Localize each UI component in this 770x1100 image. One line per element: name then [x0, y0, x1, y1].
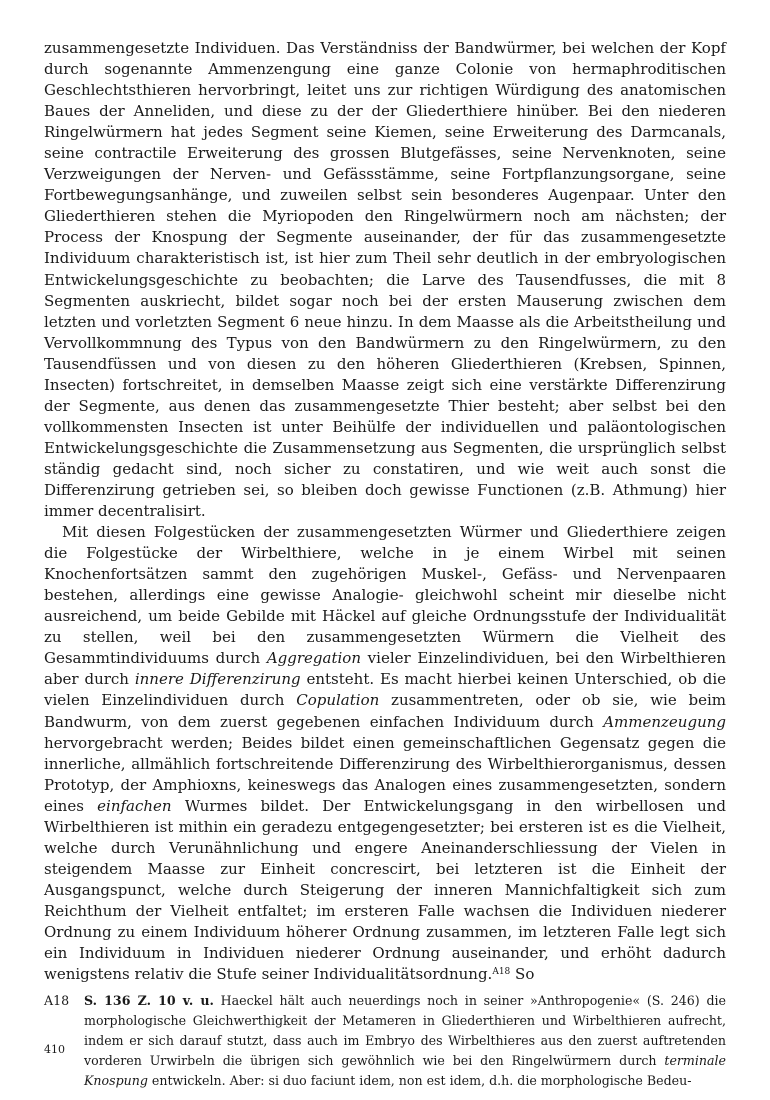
paragraph-1: zusammengesetzte Individuen. Das Verständniss der Bandwürmer, bei welchen der Kopf durch sogenannte Ammenzengung eine ganze Colonie von hermaphroditischen Geschlechtsthieren hervorbringt, leitet uns zur richtigen Würdigung des anatomischen Baues der Anneliden, und diese zu der der Gliederthiere hinüber. Bei den niederen Ringelwürmern hat jedes Segment seine Kiemen, seine Erweiterung des Darmcanals, seine contractile Erweiterung des grossen Blutgefässes, seine Nervenknoten, seine Verzweigungen der Nerven- und Gefässstämme, seine Fortpflanzungsorgane, seine Fortbewegungsanhänge, und zuweilen selbst sein besonderes Augenpaar. Unter den Gliederthieren stehen die Myriopoden den Ringelwürmern noch am nächsten; der Process der Knospung der Segmente auseinander, der für das zusammengesetzte Individuum charakteristisch ist, ist hier zum Theil sehr deutlich in der embryologischen Entwickelungsgeschichte zu beobachten; die Larve des Tausendfusses, die mit 8 Segmenten auskriecht, bildet sogar noch bei der ersten Mauserung zwischen dem letzten und vorletzten Segment 6 neue hinzu. In dem Maasse als die Arbeitstheilung und Vervollkommnung des Typus von den Bandwürmern zu den Ringelwürmern, zu den Tausendfüssen und von diesen zu den höheren Gliederthieren (Krebsen, Spinnen, Insecten) fortschreitet, in demselben Maasse zeigt sich eine verstärkte Differenzirung der Segmente, aus denen das zusammengesetzte Thier besteht; aber selbst bei den vollkommensten Insecten ist unter Beihülfe der individuellen und paläontologischen Entwickelungsgeschichte die Zusammensetzung aus Segmenten, die ursprünglich selbst ständig gedacht sind, noch sicher zu constatiren, und wie weit auch sonst die Differenzirung getrieben sei, so bleiben doch gewisse Functionen (z.B. Athmung) hier immer decentralisirt. [44, 39, 726, 521]
footnote-reference-marker[interactable]: A18 [492, 967, 511, 978]
footnote-source-reference: S. 136 Z. 10 v. u. [84, 993, 214, 1009]
footnote-a18: A18 S. 136 Z. 10 v. u. Haeckel hält auch neuerdings noch in seiner »Anthropogenie« (S. 246) die morphologische Gleichwerthigkeit der Metameren in Gliederthieren und Wirbelthieren aufrecht, indem er sich darauf stutzt, dass auch im Embryo des Wirbelthieres aus den zuerst auftretenden vorderen Urwirbeln die übrigen sich gewöhnlich wie bei den Ringelwürmern durch terminale Knospung entwickeln. Aber: si duo faciunt idem, non est idem, d.h. die morphologische Bedeu- [44, 993, 726, 1089]
page-number: 410 [44, 1043, 65, 1056]
footnotes [44, 991, 726, 1091]
emphasis-terminale-knospung: terminale Knospung [84, 1053, 726, 1089]
emphasis-innere-differenzirung: innere Differenzirung [134, 670, 301, 689]
emphasis-einfachen: einfachen [97, 796, 172, 815]
footnote-label: A18 [44, 993, 70, 1009]
main-text [44, 38, 726, 985]
emphasis-aggregation: Aggregation [266, 649, 361, 668]
paragraph-2: Mit diesen Folgestücken der zusammengesetzten Würmer und Gliederthiere zeigen die Folgestücke der Wirbelthiere, welche in je einem Wirbel mit seinen Knochenfortsätzen sammt den zugehörigen Muskel-, Gefäss- und Nervenpaaren bestehen, allerdings eine gewisse Analogie- gleichwohl scheint mir dieselbe nicht ausreichend, um beide Gebilde mit Häckel auf gleiche Ordnungsstufe der Individualität zu stellen, weil bei den zusammengesetzten Würmern die Vielheit des Gesammtindividuums durch Aggregation vieler Einzelindividuen, bei den Wirbelthieren aber durch innere Differenzirung entsteht. Es macht hierbei keinen Unterschied, ob die vielen Einzelindividuen durch Copulation zusammentreten, oder ob sie, wie beim Bandwurm, von dem zuerst gegebenen einfachen Individuum durch Ammenzeugung hervorgebracht werden; Beides bildet einen gemeinschaftlichen Gegensatz gegen die innerliche, allmählich fortschreitende Differenzirung des Wirbelthierorganismus, dessen Prototyp, der Amphioxns, keineswegs das Analogen eines zusammengesetzten, sondern eines einfachen Wurmes bildet. Der Entwickelungsgang in den wirbellosen und Wirbelthieren ist mithin ein geradezu entgegengesetzter; bei ersteren ist es die Vielheit, welche durch Verunähnlichung und engere Aneinanderschliessung der Vielen in steigendem Maasse zur Einheit concrescirt, bei letzteren ist die Einheit der Ausgangspunct, welche durch Steigerung der inneren Mannichfaltigkeit sich zum Reichthum der Vielheit entfaltet; im ersteren Falle wachsen die Individuen niederer Ordnung zu einem Individuum höherer Ordnung zusammen, im letzteren Falle legt sich ein Individuum in Individuen niederer Ordnung auseinander, und erhöht dadurch wenigstens relativ die Stufe seiner Individualitätsordnung.$^{A18}$ So [44, 523, 726, 984]
document-page [44, 38, 726, 1091]
emphasis-ammenzeugung: Ammenzeugung [603, 712, 726, 731]
emphasis-copulation: Copulation [296, 691, 380, 710]
